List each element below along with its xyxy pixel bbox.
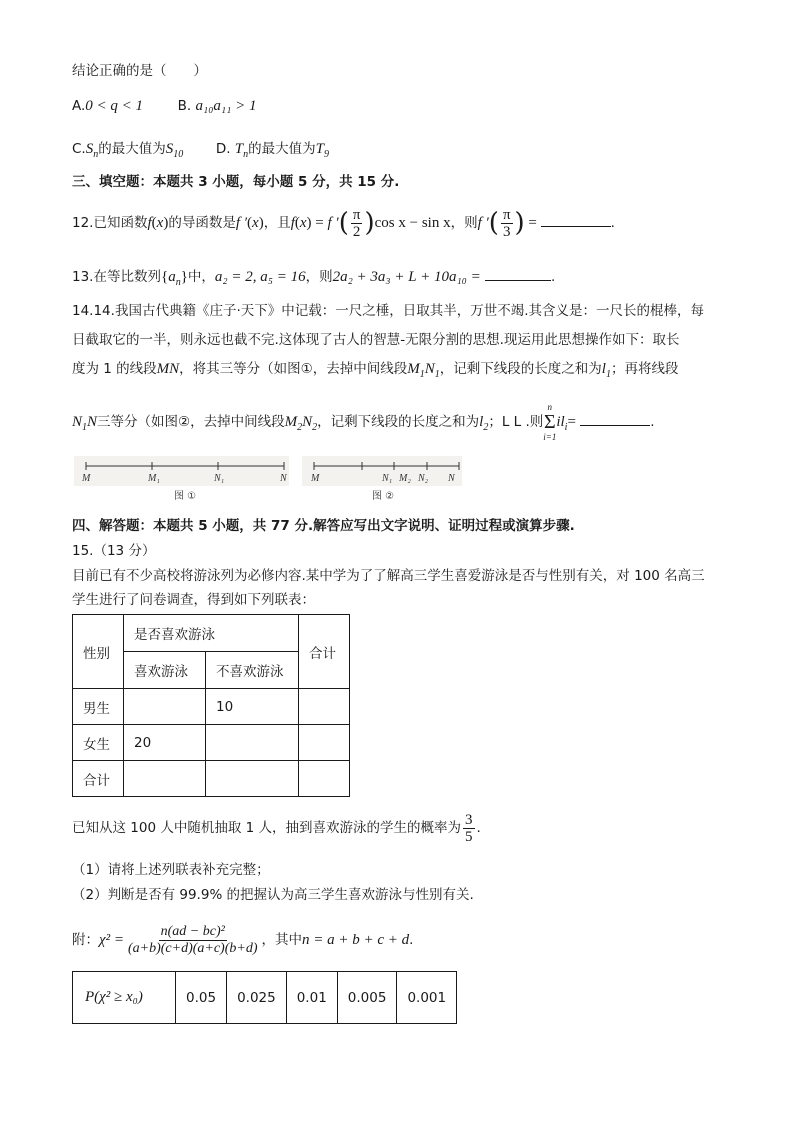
q11-opt-c-label: C. (72, 141, 86, 157)
fig2-label-n: N (448, 473, 455, 484)
critical-value-table (72, 971, 457, 1024)
q11-opt-a-label: A. (72, 98, 86, 114)
q13-cond: a₂ = 2, a₅ = 16 (214, 269, 306, 285)
q14-line2: 日截取它的一半，则永远也截不完.这体现了古人的智慧-无限分割的思想.现运用此思想操作如下：取长 (72, 332, 680, 348)
ptable-header: P(χ² ≥ x₀) (73, 972, 176, 1024)
cell-female-dislike (206, 725, 299, 761)
cell-male-total (299, 689, 350, 725)
formula-suffix: ，其中 (261, 932, 302, 948)
fig1-label-n1: N₁ (214, 473, 225, 484)
fig1-label-n: N (280, 473, 287, 484)
fig2-label-n1: N₁ (382, 473, 393, 484)
cell-total-dislike (206, 761, 299, 797)
prob-denominator: 5 (465, 828, 473, 845)
summation-symbol: n Σ i=1 (543, 402, 557, 442)
cell-male-dislike: 10 (206, 689, 299, 725)
fig1-label-m1: M₁ (148, 473, 160, 484)
table-row (73, 761, 350, 797)
q14-line3b: ，将其三等分（如图①，去掉中间线段 (179, 361, 408, 377)
q12-mid1: 的导函数是 (168, 215, 236, 231)
q14-line4c: ；L L .则 (488, 414, 544, 430)
q13-line: 13.在等比数列$\{a_n\}$中，a₂ = 2, a₅ = 16，则2a₂ + 3a₃ + L + 10a₁₀ = . (72, 266, 555, 293)
q13-mid2: ，则 (305, 269, 333, 285)
ptable-value: 0.01 (286, 972, 337, 1024)
q13-mid1: 中， (187, 269, 215, 285)
q14-answer-blank (580, 411, 650, 426)
cell-male-like (124, 689, 206, 725)
q14-line3a: 度为 1 的线段 (72, 361, 157, 377)
q14-figures (74, 456, 464, 506)
fig2-label-m: M (311, 473, 320, 484)
q13-prefix: 13.在等比数列 (72, 269, 161, 285)
ptable-value: 0.025 (227, 972, 287, 1024)
ptable-value: 0.001 (397, 972, 457, 1024)
fig2-caption: 图 ② (372, 491, 395, 502)
ptable-value: 0.005 (337, 972, 397, 1024)
cell-total-total (299, 761, 350, 797)
formula-numerator: n(ad − bc)² (160, 923, 225, 939)
q15-header: 15.（13 分） (72, 543, 156, 559)
q15-prob-text: 已知从这 100 人中随机抽取 1 人，抽到喜欢游泳的学生的概率为 (72, 820, 462, 836)
q14-line3c: ，记剩下线段的长度之和为 (439, 361, 602, 377)
q15-formula-line (72, 920, 413, 960)
q12-three: 3 (502, 223, 511, 240)
q14-line1: 14.14.我国古代典籍《庄子·天下》中记载：一尺之棰，日取其半，万世不竭.其含义是：一尺长的棍棒，每 (72, 303, 705, 319)
q11-options-ab (72, 96, 256, 116)
th-like-group: 是否喜欢游泳 (124, 615, 299, 652)
q14-line3: 度为 1 的线段MN，将其三等分（如图①，去掉中间线段$M_1N_1$，记剩下线段的长度之和为$l_1$；再将线段 (72, 361, 679, 380)
contingency-table (72, 614, 350, 797)
q14-tail: . (650, 414, 655, 430)
fig1-label-m: M (82, 473, 91, 484)
q15-part2: （2）判断是否有 99.9% 的把握认为高三学生喜欢游泳与性别有关. (72, 887, 474, 903)
formula-tail: . (409, 932, 414, 948)
row-label-male: 男生 (73, 689, 124, 725)
q12-trig: cos x − sin x (374, 215, 451, 231)
table-row (73, 689, 350, 725)
th-dislike: 不喜欢游泳 (206, 652, 299, 689)
q14-line4: $N_1N$三等分（如图②，去掉中间线段$M_2N_2$，记剩下线段的长度之和为$l_2$；L L .则 n Σ i=1 $il_i=$ . (72, 402, 655, 442)
q13-expr: 2a₂ + 3a₃ + L + 10a₁₀ = (332, 269, 481, 285)
q14-equals: = (567, 414, 576, 430)
q12-pi-2: π (502, 206, 511, 223)
q12-two: 2 (352, 223, 361, 240)
fig2-label-n2: N₂ (418, 473, 429, 484)
q15-prob-line: 已知从这 100 人中随机抽取 1 人，抽到喜欢游泳的学生的概率为 $\frac{3}{5}$ . (72, 811, 481, 845)
formula-denominator: (a+b)(c+d)(a+c)(b+d) (127, 940, 258, 956)
q15-intro-line2: 学生进行了问卷调查，得到如下列联表： (72, 592, 315, 608)
th-like: 喜欢游泳 (124, 652, 206, 689)
fig2-label-m2: M₂ (399, 473, 411, 484)
section4-title: 四、解答题：本题共 5 小题，共 77 分.解答应写出文字说明、证明过程或演算步骤. (72, 518, 575, 534)
prob-numerator: 3 (465, 811, 473, 828)
q11-opt-d-label: D. (215, 141, 231, 157)
row-label-female: 女生 (73, 725, 124, 761)
fig1-caption: 图 ① (174, 491, 197, 502)
q15-part1: （1）请将上述列联表补充完整； (72, 862, 270, 878)
q11-opt-b-label: B. (177, 98, 192, 114)
q13-answer-blank (485, 266, 551, 281)
q14-line4b: ，记剩下线段的长度之和为 (317, 414, 480, 430)
cell-female-total (299, 725, 350, 761)
q12-mid2: ，且 (263, 215, 291, 231)
q12-prefix: 12.已知函数 (72, 215, 148, 231)
q11-stem: 结论正确的是（ ） (72, 63, 207, 79)
q12-tail: . (610, 215, 615, 231)
section3-title: 三、填空题：本题共 3 小题，每小题 5 分，共 15 分. (72, 174, 400, 190)
q15-intro-line1: 目前已有不少高校将游泳列为必修内容.某中学为了了解高三学生喜爱游泳是否与性别有关，对 100 名高三 (72, 568, 705, 584)
q12-mid3: ，则 (450, 215, 478, 231)
q14-line4a: 三等分（如图②，去掉中间线段 (97, 414, 285, 430)
q11-opt-a-math: 0 < q < 1 (85, 98, 144, 114)
row-label-total: 合计 (73, 761, 124, 797)
cell-female-like: 20 (124, 725, 206, 761)
q12-line: 12.已知函数f(x)的导函数是f ′(x)，且f(x) = f ′( $\frac{\pi}{2}$ )cos x − sin x，则f ′( $\frac{\pi}{3}$ ) = . (72, 206, 615, 240)
q14-line3d: ；再将线段 (610, 361, 679, 377)
formula-n: n = a + b + c + d (301, 932, 410, 948)
q11-opt-d-text: 的最大值为 (248, 141, 316, 157)
formula-lhs: χ² = (99, 932, 124, 948)
formula-prefix: 附： (72, 932, 99, 948)
th-gender: 性别 (73, 615, 124, 689)
cell-total-like (124, 761, 206, 797)
q12-answer-blank (541, 212, 611, 227)
th-total: 合计 (299, 615, 350, 689)
q13-tail: . (551, 269, 556, 285)
q12-pi-1: π (352, 206, 361, 223)
table-row (73, 972, 457, 1024)
table-row (73, 725, 350, 761)
q11-opt-b-math: a₁₀a₁₁ > 1 (195, 98, 257, 114)
ptable-value: 0.05 (176, 972, 227, 1024)
fig1-bg (74, 456, 289, 486)
q11-opt-c-text: 的最大值为 (98, 141, 166, 157)
q11-options-cd: $C.S_n$的最大值为$S_{10}$ D. $T_n$的最大值为$T_9$ (72, 141, 329, 160)
